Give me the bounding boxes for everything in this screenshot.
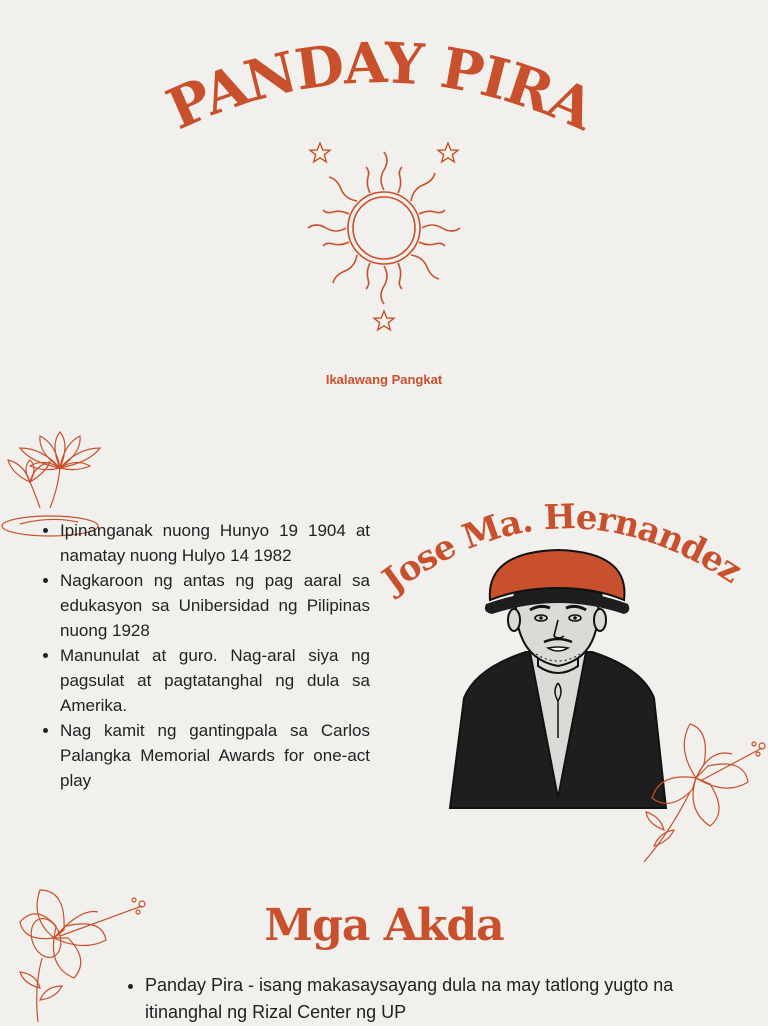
svg-text:PANDAY PIRA: [158, 30, 606, 144]
star-icon: [436, 141, 460, 165]
bio-list: [40, 518, 370, 793]
sun-icon: [300, 138, 470, 338]
star-icon: [308, 141, 332, 165]
list-item: • Nag kamit ng gantingpala sa Carlos Palangka Memorial Awards for one-act play: [60, 718, 370, 793]
title-text: PANDAY PIRA: [157, 30, 603, 143]
works-list: [125, 972, 685, 1026]
bio-section: [40, 518, 370, 793]
subtitle: Ikalawang Pangkat: [325, 372, 443, 387]
list-item: • Ipinanganak nuong Hunyo 19 1904 at namatay nuong Hulyo 14 1982: [60, 518, 370, 568]
list-item: • Panday Pira - isang makasaysayang dula na may tatlong yugto na itinanghal ng Rizal Center ng UP: [145, 972, 685, 1026]
author-name-text: Jose Ma. Hernandez: [375, 497, 749, 601]
works-section: [125, 972, 685, 1026]
list-item: • Nagkaroon ng antas ng pag aaral sa edukasyon sa Unibersidad ng Pilipinas nuong 1928: [60, 568, 370, 643]
list-item: • Manunulat at guro. Nag-aral siya ng pagsulat at pagtatanghal ng dula sa Amerika.: [60, 643, 370, 718]
star-icon: [372, 309, 396, 333]
section-title: Mga Akda: [264, 900, 504, 951]
hibiscus-flower-icon: [636, 718, 768, 864]
